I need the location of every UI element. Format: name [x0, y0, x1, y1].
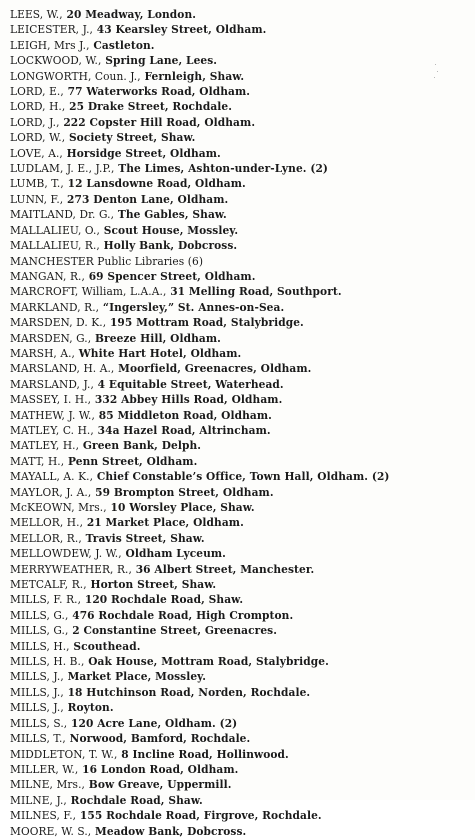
list-item [10, 300, 440, 315]
entry-name: McKEOWN, Mrs., [10, 500, 107, 514]
list-item [10, 99, 440, 114]
entry-name: LUMB, T., [10, 176, 64, 191]
entry-name: MARSDEN, G., [10, 330, 92, 345]
list-item [10, 84, 440, 99]
entry-address: Fernleigh, Shaw. [140, 68, 245, 83]
entry-address: Scouthead. [69, 638, 141, 653]
entry-name: LOCKWOOD, W., [10, 53, 102, 68]
entry-name: LORD, J., [10, 114, 60, 129]
entry-address: 69 Spencer Street, Oldham. [84, 268, 256, 283]
entry-address: Market Place, Mossley. [63, 669, 207, 684]
entry-name: LUNN, F., [10, 191, 64, 206]
entry-address: 8 Incline Road, Hollinwood. [117, 746, 289, 761]
entry-address: White Hart Hotel, Oldham. [75, 345, 242, 360]
list-item [10, 531, 440, 546]
entry-name: MARSH, A., [10, 345, 76, 360]
entry-address: 85 Middleton Road, Oldham. [94, 407, 272, 422]
entry-address: Rochdale Road, Shaw. [66, 792, 203, 807]
entry-address: Travis Street, Shaw. [81, 530, 205, 545]
entry-name: METCALF, R., [10, 577, 87, 592]
entry-name: LORD, W., [10, 130, 66, 145]
entry-address: Penn Street, Oldham. [64, 453, 198, 468]
entry-address: Holly Bank, Dobcross. [99, 238, 238, 253]
entry-name: MANGAN, R., [10, 268, 85, 283]
entry-name: MATLEY, H., [10, 438, 80, 453]
entry-address: Meadow Bank, Dobcross. [91, 823, 247, 838]
entry-address: 31 Melling Road, Southport. [166, 284, 342, 299]
list-item [10, 669, 440, 684]
entry-address: 36 Albert Street, Manchester. [131, 561, 315, 576]
list-item [10, 115, 440, 130]
entry-address: 332 Abbey Hills Road, Oldham. [91, 392, 283, 407]
entry-address: Bow Greave, Uppermill. [85, 777, 232, 792]
entry-name: MARKLAND, R., [10, 299, 100, 314]
entry-name: MILLS, H., [10, 638, 70, 653]
entry-address: Norwood, Bamford, Rochdale. [65, 731, 251, 746]
list-item [10, 53, 440, 68]
entry-address: 120 Acre Lane, Oldham. (2) [67, 715, 238, 730]
entry-name: MILLS, H. B., [10, 654, 85, 669]
entry-address: Chief Constable’s Office, Town Hall, Oldham. (2) [93, 469, 390, 484]
entry-name: MILLS, G., [10, 623, 69, 638]
entry-address: “Ingersley,” St. Annes-on-Sea. [99, 299, 285, 314]
list-item [10, 161, 440, 176]
entry-name: MAYALL, A. K., [10, 469, 94, 484]
list-item [10, 546, 440, 561]
entry-address: 195 Mottram Road, Stalybridge. [106, 315, 304, 330]
entry-name: LONGWORTH, Coun. J., [10, 68, 141, 83]
list-item [10, 377, 440, 392]
entry-address: Moorfield, Greenacres, Oldham. [114, 361, 312, 376]
list-item [10, 824, 440, 839]
list-item [10, 269, 440, 284]
entry-name: LORD, H., [10, 99, 66, 114]
entry-address: Scout House, Mossley. [99, 222, 239, 237]
entry-address: Horton Street, Shaw. [86, 577, 217, 592]
entry-address: 155 Rochdale Road, Firgrove, Rochdale. [76, 808, 322, 823]
entry-name: MARSLAND, H. A., [10, 361, 115, 376]
entry-address: The Limes, Ashton-under-Lyne. (2) [114, 161, 329, 176]
entry-address: 476 Rochdale Road, High Crompton. [68, 607, 294, 622]
entry-address: 273 Denton Lane, Oldham. [63, 191, 229, 206]
entry-address: 12 Lansdowne Road, Oldham. [63, 176, 246, 191]
entry-address: 18 Hutchinson Road, Norden, Rochdale. [63, 684, 311, 699]
list-item [10, 731, 440, 746]
list-item [10, 469, 440, 484]
entry-name: MALLALIEU, R., [10, 238, 100, 253]
list-item [10, 639, 440, 654]
list-item [10, 207, 440, 222]
entry-address: 59 Brompton Street, Oldham. [91, 484, 274, 499]
entry-address: Spring Lane, Lees. [101, 53, 218, 68]
entry-address: Breeze Hill, Oldham. [91, 330, 221, 345]
entry-name: MARCROFT, William, L.A.A., [10, 284, 167, 299]
entry-address: 43 Kearsley Street, Oldham. [93, 22, 267, 37]
entry-name: LOVE, A., [10, 145, 63, 160]
entry-name: LUDLAM, J. E., J.P., [10, 161, 115, 176]
entry-address: Society Street, Shaw. [65, 130, 196, 145]
entry-name: MAITLAND, Dr. G., [10, 207, 115, 222]
entry-name: MARSLAND, J., [10, 376, 94, 391]
list-item [10, 623, 440, 638]
entry-address: 4 Equitable Street, Waterhead. [93, 376, 284, 391]
entry-name: MILLS, J., [10, 669, 64, 684]
list-item [10, 254, 440, 269]
list-item [10, 69, 440, 84]
entry-address: Green Bank, Delph. [79, 438, 202, 453]
list-item [10, 423, 440, 438]
entry-address: Oak House, Mottram Road, Stalybridge. [84, 654, 329, 669]
entry-name: MALLALIEU, O., [10, 222, 100, 237]
list-item [10, 747, 440, 762]
entry-address: 10 Worsley Place, Shaw. [106, 500, 255, 514]
entry-name: MATLEY, C. H., [10, 422, 94, 437]
entry-name: MILNE, Mrs., [10, 777, 86, 792]
entry-name: LORD, E., [10, 84, 64, 99]
entry-name: LEICESTER, J., [10, 22, 94, 37]
entry-name: MATT, H., [10, 453, 65, 468]
entry-address: 20 Meadway, London. [62, 7, 197, 21]
entry-address: 2 Constantine Street, Greenacres. [68, 623, 278, 638]
entry-address: Oldham Lyceum. [121, 546, 226, 561]
entry-name: MATHEW, J. W., [10, 407, 95, 422]
list-item [10, 454, 440, 469]
entry-name: MILLS, G., [10, 607, 69, 622]
list-item [10, 762, 440, 777]
subscriber-list [10, 7, 472, 839]
list-item [10, 438, 440, 453]
entry-name: MILLS, J., [10, 700, 64, 715]
list-item [10, 315, 440, 330]
list-item [10, 500, 440, 515]
entry-name: MILNES, F., [10, 808, 77, 823]
entry-name: MOORE, W. S., [10, 823, 92, 838]
list-item [10, 592, 440, 607]
list-item [10, 331, 440, 346]
entry-address: Castleton. [89, 37, 155, 52]
list-item [10, 793, 440, 808]
list-item [10, 515, 440, 530]
list-item [10, 223, 440, 238]
list-item [10, 22, 440, 37]
entry-address: 25 Drake Street, Rochdale. [65, 99, 233, 114]
entry-name: MILLS, T., [10, 731, 66, 746]
list-item [10, 284, 440, 299]
entry-name: MAYLOR, J. A., [10, 484, 92, 499]
list-item [10, 608, 440, 623]
entry-address: The Gables, Shaw. [114, 207, 227, 222]
entry-name: MILNE, J., [10, 792, 67, 807]
entry-address: 222 Copster Hill Road, Oldham. [59, 114, 256, 129]
entry-name: MASSEY, I. H., [10, 392, 92, 407]
entry-address: Horsidge Street, Oldham. [62, 145, 221, 160]
list-item [10, 700, 440, 715]
list-item [10, 238, 440, 253]
entry-name: MILLER, W., [10, 761, 79, 776]
entry-name: MANCHESTER Public Libraries (6) [10, 253, 204, 268]
entry-name: MILLS, F. R., [10, 592, 82, 607]
list-item [10, 361, 440, 376]
list-item [10, 7, 440, 22]
list-item [10, 346, 440, 361]
entry-address: 120 Rochdale Road, Shaw. [81, 592, 244, 607]
entry-address: 16 London Road, Oldham. [78, 761, 239, 776]
list-item [10, 130, 440, 145]
list-item [10, 146, 440, 161]
entry-name: MIDDLETON, T. W., [10, 746, 118, 761]
list-item [10, 176, 440, 191]
list-item [10, 192, 440, 207]
entry-name: MELLOR, H., [10, 515, 84, 530]
list-item [10, 777, 440, 792]
list-item [10, 38, 440, 53]
entry-name: MERRYWEATHER, R., [10, 561, 132, 576]
entry-name: MILLS, J., [10, 684, 64, 699]
list-item [10, 685, 440, 700]
list-item [10, 654, 440, 669]
list-item [10, 808, 440, 823]
entry-name: MARSDEN, D. K., [10, 315, 107, 330]
entry-address: 34a Hazel Road, Altrincham. [93, 422, 271, 437]
list-item [10, 485, 440, 500]
list-item [10, 716, 440, 731]
entry-name: MELLOWDEW, J. W., [10, 546, 122, 561]
entry-name: LEIGH, Mrs J., [10, 37, 90, 52]
entry-name: LEES, W., [10, 7, 63, 21]
paper-speck-marks [432, 64, 440, 80]
list-item [10, 408, 440, 423]
list-item [10, 392, 440, 407]
entry-address: 21 Market Place, Oldham. [83, 515, 244, 530]
entry-address: 77 Waterworks Road, Oldham. [63, 84, 251, 99]
entry-name: MELLOR, R., [10, 530, 82, 545]
list-item [10, 562, 440, 577]
entry-name: MILLS, S., [10, 715, 68, 730]
list-item [10, 577, 440, 592]
entry-address: Royton. [63, 700, 114, 715]
